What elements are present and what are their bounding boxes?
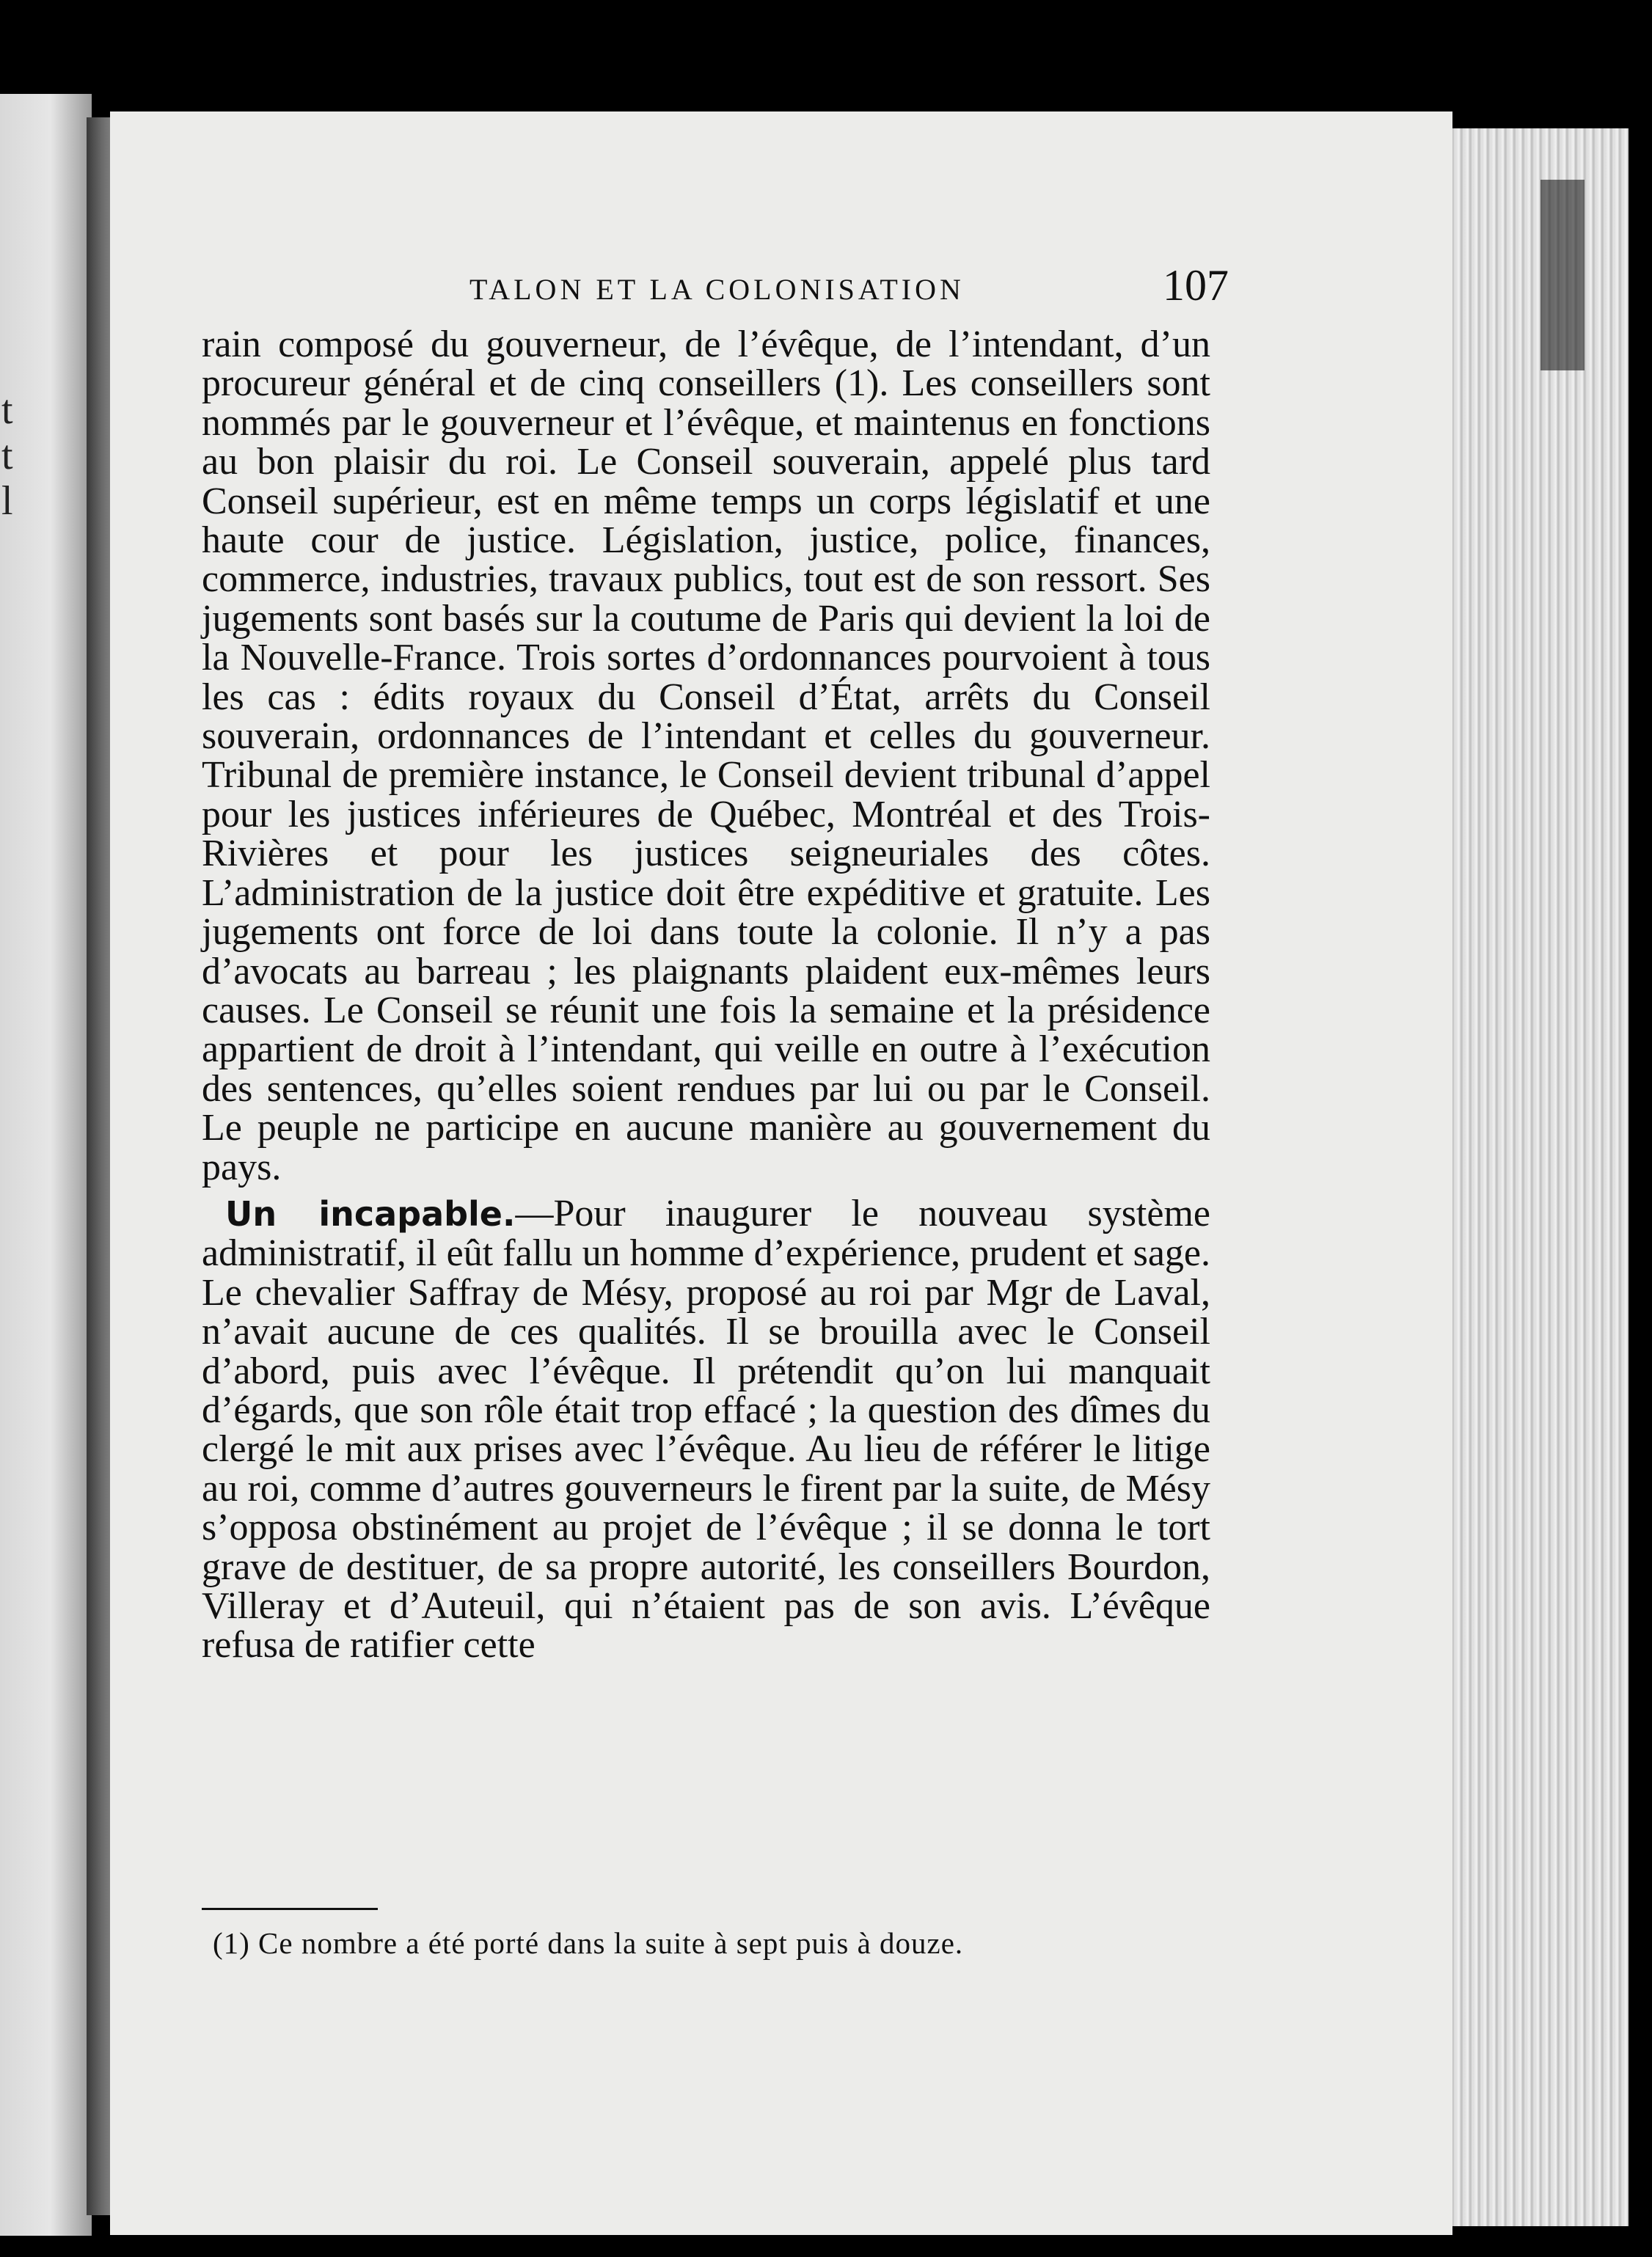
paragraph-text: —Pour inaugurer le nouveau système administratif, il eût fallu un homme d’expérience, prudent et sage. Le chevalier Saffray de Mésy, proposé au roi par Mgr de Laval, n’avait aucune de ces qualités. Il se brouilla avec le Conseil d’abord, puis avec l’évêque. Il prétendit qu’on lui manquait d’égards, que son rôle était trop effacé ; la question des dîmes du clergé le mit aux prises avec l’évêque. Au lieu de référer le litige au roi, comme d’autres gouverneurs le firent par la suite, de Mésy s’opposa obstinément au projet de l’évêque ; il se donna le tort grave de destituer, de sa propre autorité, les conseillers Bourdon, Villeray et d’Auteuil, qui n’étaient pas de son avis. L’évêque refusa de ratifier cette <box>202 1192 1210 1667</box>
paragraph <box>202 1194 1210 1665</box>
fragment: t <box>1 387 13 433</box>
footnote-rule <box>202 1908 378 1910</box>
page-number: 107 <box>1163 261 1229 310</box>
paragraph: rain composé du gouverneur, de l’évêque, de l’intendant, d’un procureur général et de cinq conseillers (1). Les conseillers sont nommés par le gouverneur et l’évêque, et maintenus en fonctions au bon plaisir du roi. Le Conseil souverain, appelé plus tard Conseil supérieur, est en même temps un corps législatif et une haute cour de justice. Législation, justice, police, finances, commerce, industries, travaux publics, tout est de son ressort. Ses jugements sont basés sur la coutume de Paris qui devient la loi de la Nouvelle-France. Trois sortes d’ordonnances pourvoient à tous les cas : édits royaux du Conseil d’État, arrêts du Conseil souverain, ordonnances de l’intendant et celles du gouverneur. Tribunal de première instance, le Conseil devient tribunal d’appel pour les justices inférieures de Québec, Montréal et des Trois-Rivières et pour les justices seigneuriales des côtes. L’administration de la justice doit être expéditive et gratuite. Les jugements ont force de loi dans toute la colonie. Il n’y a pas d’avocats au barreau ; les plaignants plaident eux-mêmes leurs causes. Le Conseil se réunit une fois la semaine et la présidence appartient de droit à l’intendant, qui veille en outre à l’exécution des sentences, qu’elles soient rendues par lui ou par le Conseil. Le peuple ne participe en aucune manière au gouvernement du pays. <box>202 323 1210 1188</box>
fragment: t <box>1 433 13 478</box>
facing-page-edge <box>0 94 92 2236</box>
footnote: (1) Ce nombre a été porté dans la suite à sept puis à douze. <box>213 1926 964 1960</box>
facing-page-text-fragments <box>1 387 31 524</box>
body-text <box>202 325 1210 1665</box>
page-header <box>469 257 1229 315</box>
fragment: l <box>1 478 13 524</box>
page-stack-edges <box>1438 128 1629 2226</box>
running-title: TALON ET LA COLONISATION <box>469 273 965 306</box>
section-heading: Un incapable. <box>225 1193 516 1234</box>
